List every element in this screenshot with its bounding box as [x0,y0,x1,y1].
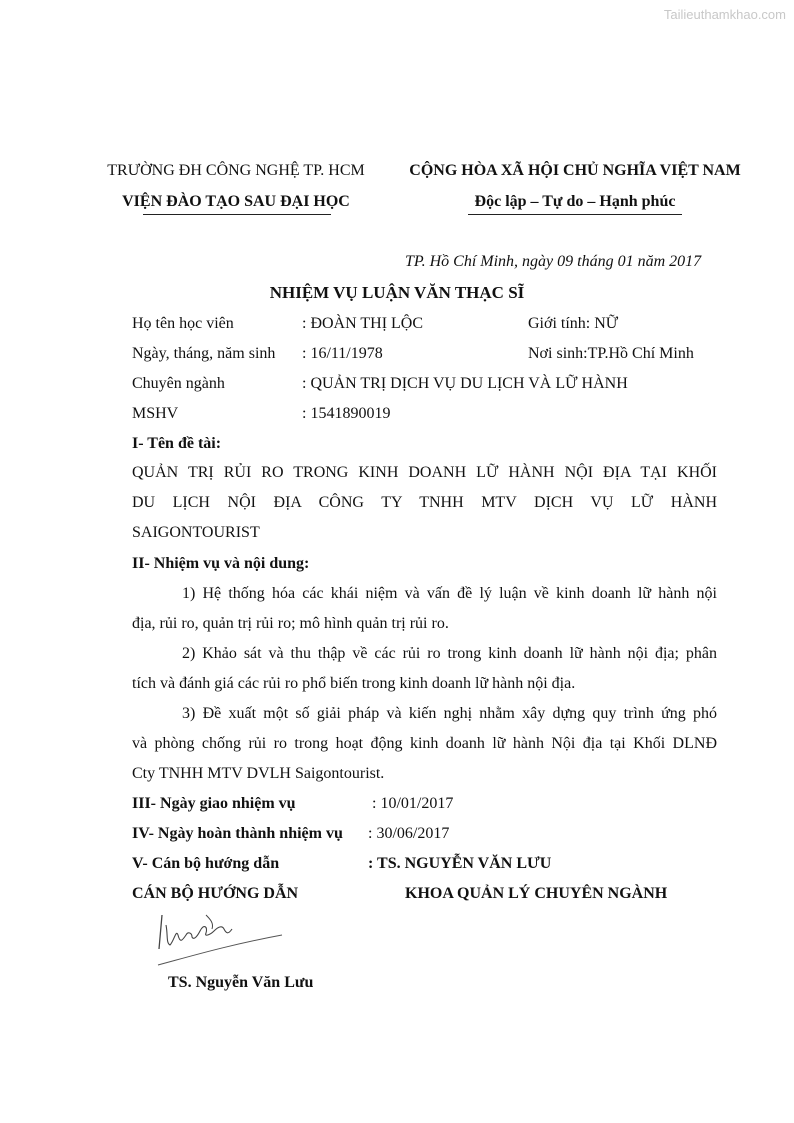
complete-date-label: IV- Ngày hoàn thành nhiệm vụ [132,825,343,842]
faculty-sign-title: KHOA QUẢN LÝ CHUYÊN NGÀNH [405,885,668,902]
info-label-birthdate: Ngày, tháng, năm sinh [132,345,276,362]
signer-name: TS. Nguyễn Văn Lưu [168,974,314,991]
task-item-line: 1) Hệ thống hóa các khái niệm và vấn đề lý luận về kinh doanh lữ hành nội [182,585,717,602]
nation-name: CỘNG HÒA XÃ HỘI CHỦ NGHĨA VIỆT NAM [409,162,741,179]
advisor-value: : TS. NGUYỄN VĂN LƯU [368,855,552,872]
info-label-student-id: MSHV [132,405,179,422]
institute-name: VIỆN ĐÀO TẠO SAU ĐẠI HỌC [122,193,350,210]
school-name: TRƯỜNG ĐH CÔNG NGHỆ TP. HCM [107,162,365,179]
task-item-line: 2) Khảo sát và thu thập về các rủi ro trong kinh doanh lữ hành nội địa; phân [182,645,717,662]
section2-heading: II- Nhiệm vụ và nội dung: [132,555,310,572]
date-line: TP. Hồ Chí Minh, ngày 09 tháng 01 năm 2017 [405,253,702,270]
info-birthplace: Nơi sinh:TP.Hồ Chí Minh [528,345,694,362]
info-gender: Giới tính: NỮ [528,315,619,332]
header-left-underline [143,214,331,215]
task-item-line: 3) Đề xuất một số giải pháp và kiến nghị nhằm xây dựng quy trình ứng phó [182,705,717,722]
thesis-title-line: DU LỊCH NỘI ĐỊA CÔNG TY TNHH MTV DỊCH VỤ LỮ HÀNH [132,494,717,511]
advisor-label: V- Cán bộ hướng dẫn [132,855,280,872]
info-label-major: Chuyên ngành [132,375,225,392]
info-value-name: : ĐOÀN THỊ LỘC [302,315,424,332]
section1-heading: I- Tên đề tài: [132,435,222,452]
thesis-title-line: SAIGONTOURIST [132,524,260,541]
assign-date-label: III- Ngày giao nhiệm vụ [132,795,296,812]
signature-image [148,905,288,970]
info-value-major: : QUẢN TRỊ DỊCH VỤ DU LỊCH VÀ LỮ HÀNH [302,375,628,392]
assign-date-value: : 10/01/2017 [372,795,454,812]
motto: Độc lập – Tự do – Hạnh phúc [474,193,676,210]
header-right-underline [468,214,682,215]
task-item-line: Cty TNHH MTV DVLH Saigontourist. [132,765,385,782]
info-value-birthdate: : 16/11/1978 [302,345,383,362]
task-item-line: địa, rủi ro, quản trị rủi ro; mô hình quản trị rủi ro. [132,615,449,632]
info-label-name: Họ tên học viên [132,315,234,332]
task-item-line: tích và đánh giá các rủi ro phổ biến trong kinh doanh lữ hành nội địa. [132,675,576,692]
page-title: NHIỆM VỤ LUẬN VĂN THẠC SĨ [269,283,525,302]
watermark-text: Tailieuthamkhao.com [663,7,786,22]
complete-date-value: : 30/06/2017 [368,825,450,842]
info-value-student-id: : 1541890019 [302,405,391,422]
thesis-title-line: QUẢN TRỊ RỦI RO TRONG KINH DOANH LỮ HÀNH NỘI ĐỊA TẠI KHỐI [132,464,717,481]
task-item-line: và phòng chống rủi ro trong hoạt động kinh doanh lữ hành Nội địa tại Khối DLNĐ [132,735,717,752]
advisor-sign-title: CÁN BỘ HƯỚNG DẪN [132,885,299,902]
